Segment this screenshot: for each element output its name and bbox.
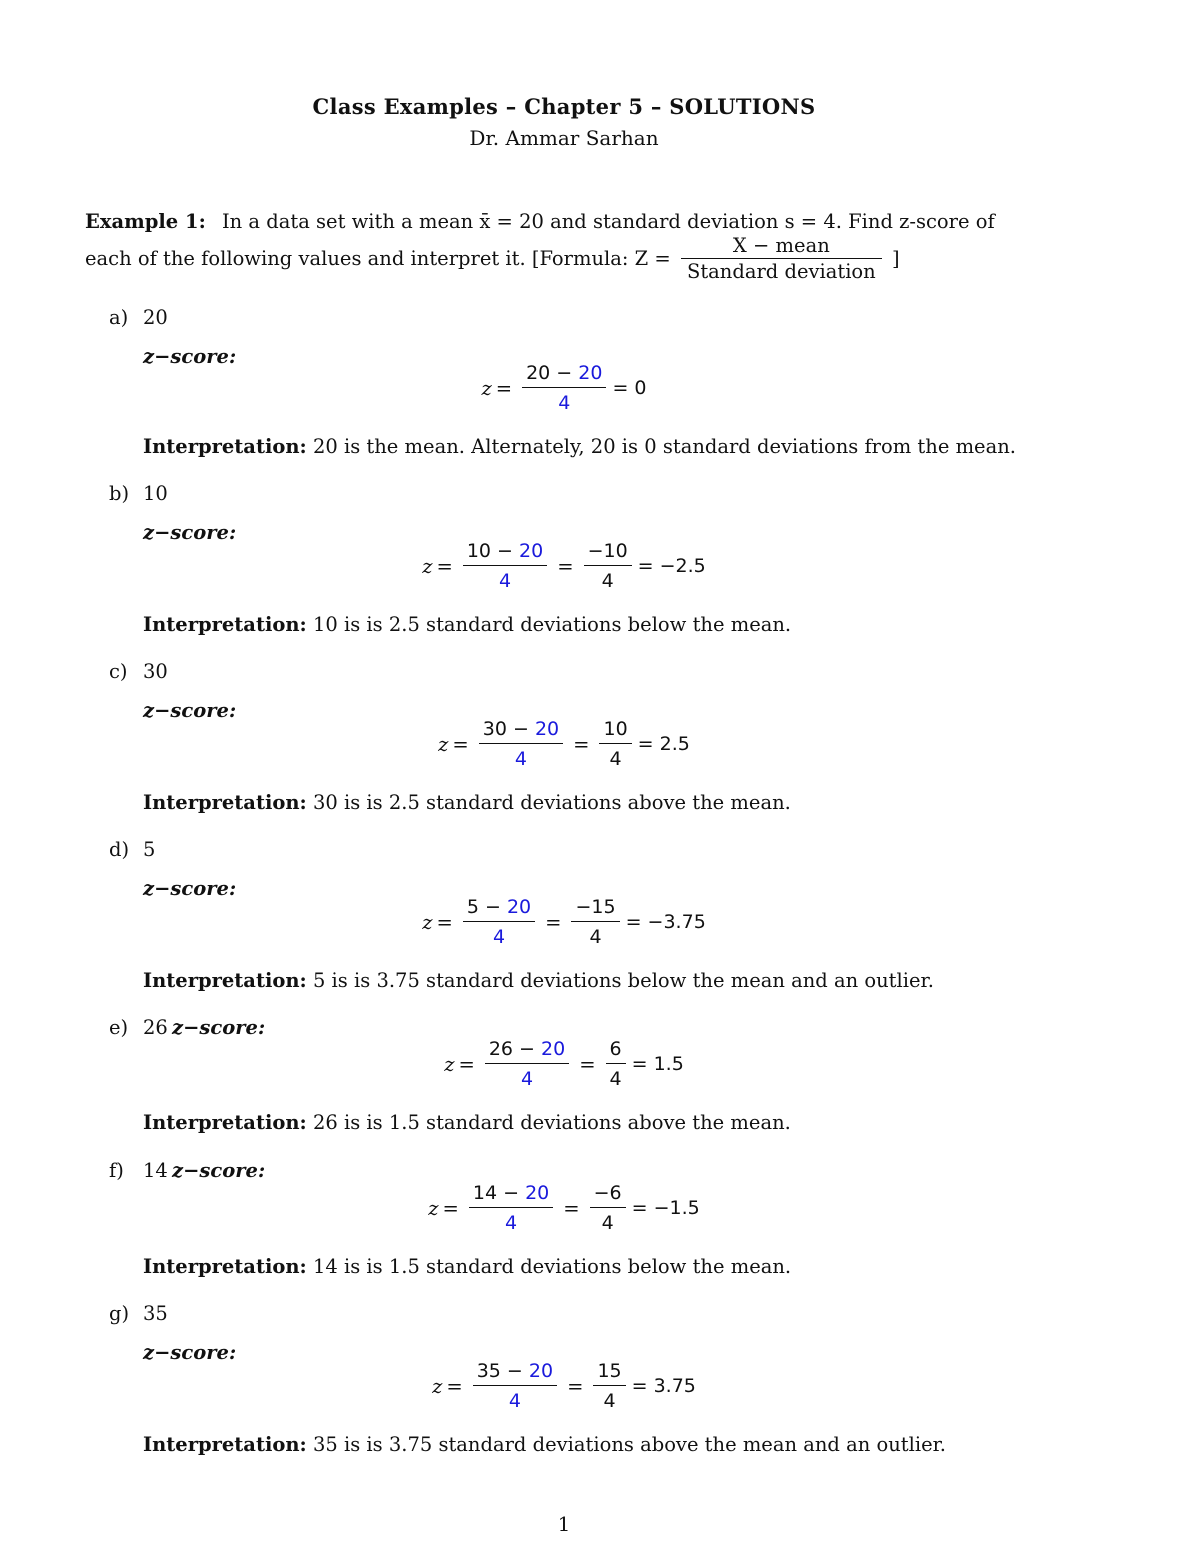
item-label: b) <box>109 482 130 505</box>
page-number: 1 <box>557 1512 571 1536</box>
simplified-denominator: 4 <box>609 1068 622 1090</box>
simplified-fraction <box>590 1182 626 1234</box>
item-label: d) <box>109 838 130 861</box>
numerator-mean: 20 <box>578 362 603 384</box>
fraction-numerator <box>522 362 606 388</box>
zscore-formula <box>681 236 882 281</box>
fraction-numerator <box>463 896 535 922</box>
example-statement-line1 <box>85 212 995 232</box>
zscore-fraction <box>522 362 606 414</box>
zscore-label-text: z−score: <box>143 345 237 368</box>
item-label: c) <box>109 660 128 683</box>
interpretation <box>143 1111 791 1134</box>
fraction-denominator: 4 <box>492 926 506 948</box>
simplified-numerator: −10 <box>584 540 632 566</box>
fraction-denominator: 4 <box>498 570 512 592</box>
numerator-value: 26 − <box>488 1038 535 1060</box>
zscore-result: = −3.75 <box>625 911 706 933</box>
simplified-denominator: 4 <box>601 570 614 592</box>
z-variable: z <box>422 910 433 934</box>
numerator-value: 20 − <box>526 362 573 384</box>
interpretation-text: 10 is is 2.5 standard deviations below the mean. <box>312 613 792 636</box>
zscore-result: = −1.5 <box>631 1197 700 1219</box>
equals-sign: = <box>563 1196 580 1220</box>
equals-sign: = <box>452 732 469 756</box>
numerator-value: 35 − <box>476 1360 523 1382</box>
page-title: Class Examples – Chapter 5 – SOLUTIONS <box>312 94 816 119</box>
zscore-result: = 1.5 <box>631 1053 684 1075</box>
equals-sign: = <box>446 1374 463 1398</box>
numerator-mean: 20 <box>534 718 560 740</box>
zscore-equation <box>0 358 1128 418</box>
simplified-numerator: −15 <box>571 896 619 922</box>
interpretation-label: Interpretation: <box>143 1255 307 1278</box>
z-variable: z <box>422 554 433 578</box>
item-value: 14 <box>143 1159 168 1182</box>
formula-close-bracket: ] <box>891 246 900 270</box>
z-variable: z <box>444 1052 455 1076</box>
zscore-equation <box>0 1356 1128 1416</box>
fraction-denominator: 4 <box>558 392 571 414</box>
interpretation-label: Interpretation: <box>143 791 307 814</box>
zscore-equation <box>0 1178 1128 1238</box>
zscore-label-text: z−score: <box>172 1016 266 1039</box>
simplified-denominator: 4 <box>603 1390 616 1412</box>
interpretation-text: 14 is is 1.5 standard deviations below the mean. <box>312 1255 792 1278</box>
zscore-label-text: z−score: <box>143 521 237 544</box>
zscore-result: = 0 <box>612 377 647 399</box>
equals-sign: = <box>442 1196 459 1220</box>
author-name: Dr. Ammar Sarhan <box>469 126 659 150</box>
zscore-fraction <box>463 540 547 592</box>
zscore-fraction <box>485 1038 569 1090</box>
zscore-result: = 2.5 <box>637 733 690 755</box>
zscore-equation <box>0 536 1128 596</box>
simplified-denominator: 4 <box>601 1212 614 1234</box>
interpretation-label: Interpretation: <box>143 435 307 458</box>
equals-sign: = <box>495 376 513 400</box>
interpretation <box>143 435 1016 458</box>
equals-sign: = <box>567 1374 584 1398</box>
item-value: 30 <box>143 660 168 683</box>
simplified-denominator: 4 <box>609 748 622 770</box>
simplified-fraction <box>606 1038 626 1090</box>
numerator-mean: 20 <box>528 1360 554 1382</box>
formula-numerator: X − mean <box>681 236 882 259</box>
equals-sign: = <box>579 1052 596 1076</box>
simplified-numerator: 15 <box>593 1360 625 1386</box>
simplified-numerator: 6 <box>606 1038 626 1064</box>
item-label: f) <box>109 1159 124 1182</box>
simplified-numerator: −6 <box>590 1182 626 1208</box>
example-text-line1: In a data set with a mean x̄ = 20 and standard deviation s = 4. Find z-score of <box>221 210 995 233</box>
numerator-value: 30 − <box>482 718 529 740</box>
numerator-mean: 20 <box>541 1038 566 1060</box>
equals-sign: = <box>545 910 562 934</box>
z-variable: z <box>438 732 449 756</box>
item-label: e) <box>109 1016 129 1039</box>
fraction-denominator: 4 <box>520 1068 534 1090</box>
zscore-result: = 3.75 <box>631 1375 696 1397</box>
numerator-mean: 20 <box>506 896 532 918</box>
example-text-line2: each of the following values and interpret it. [Formula: Z = <box>85 246 671 270</box>
equals-sign: = <box>557 554 574 578</box>
simplified-numerator: 10 <box>599 718 631 744</box>
interpretation-text: 35 is is 3.75 standard deviations above the mean and an outlier. <box>312 1433 947 1456</box>
equals-sign: = <box>458 1052 475 1076</box>
item-value: 10 <box>143 482 168 505</box>
z-variable: z <box>481 376 492 400</box>
item-label: g) <box>109 1302 130 1325</box>
interpretation-text: 26 is is 1.5 standard deviations above the mean. <box>312 1111 791 1134</box>
zscore-fraction <box>479 718 563 770</box>
interpretation <box>143 613 791 636</box>
equals-sign: = <box>436 910 453 934</box>
fraction-denominator: 4 <box>508 1390 521 1412</box>
interpretation-text: 5 is is 3.75 standard deviations below the mean and an outlier. <box>312 969 934 992</box>
item-label: a) <box>109 306 129 329</box>
fraction-denominator: 4 <box>514 748 527 770</box>
fraction-numerator <box>463 540 547 566</box>
interpretation <box>143 1433 946 1456</box>
z-variable: z <box>428 1196 439 1220</box>
numerator-value: 14 − <box>472 1182 520 1204</box>
formula-denominator: Standard deviation <box>686 259 876 283</box>
interpretation-label: Interpretation: <box>143 1433 307 1456</box>
item-value: 26 <box>143 1016 168 1039</box>
numerator-mean: 20 <box>519 540 544 562</box>
example-statement-line2 <box>85 236 900 281</box>
simplified-fraction <box>584 540 632 592</box>
zscore-label-text: z−score: <box>143 699 237 722</box>
zscore-label-text: z−score: <box>143 877 237 900</box>
interpretation-text: 30 is is 2.5 standard deviations above the mean. <box>312 791 791 814</box>
simplified-fraction <box>593 1360 625 1412</box>
equals-sign: = <box>573 732 590 756</box>
interpretation-label: Interpretation: <box>143 969 307 992</box>
equals-sign: = <box>436 554 453 578</box>
simplified-denominator: 4 <box>589 926 602 948</box>
zscore-result: = −2.5 <box>637 555 706 577</box>
zscore-fraction <box>469 1182 553 1234</box>
interpretation <box>143 791 791 814</box>
numerator-mean: 20 <box>525 1182 550 1204</box>
zscore-label-text: z−score: <box>143 1341 237 1364</box>
fraction-numerator <box>485 1038 569 1064</box>
fraction-numerator <box>473 1360 557 1386</box>
item-value: 5 <box>143 838 156 861</box>
interpretation-text: 20 is the mean. Alternately, 20 is 0 standard deviations from the mean. <box>312 435 1016 458</box>
interpretation-label: Interpretation: <box>143 613 307 636</box>
zscore-label-text: z−score: <box>172 1159 266 1182</box>
zscore-fraction <box>463 896 535 948</box>
item-value: 35 <box>143 1302 168 1325</box>
example-label: Example 1: <box>85 210 206 233</box>
simplified-fraction <box>571 896 619 948</box>
zscore-equation <box>0 1034 1128 1094</box>
numerator-value: 10 − <box>466 540 513 562</box>
numerator-value: 5 − <box>466 896 501 918</box>
zscore-fraction <box>473 1360 557 1412</box>
fraction-numerator <box>479 718 563 744</box>
interpretation-label: Interpretation: <box>143 1111 307 1134</box>
simplified-fraction <box>599 718 631 770</box>
fraction-numerator <box>469 1182 553 1208</box>
z-variable: z <box>432 1374 443 1398</box>
interpretation <box>143 1255 791 1278</box>
zscore-equation <box>0 892 1128 952</box>
interpretation <box>143 969 934 992</box>
item-value: 20 <box>143 306 168 329</box>
fraction-denominator: 4 <box>505 1212 518 1234</box>
zscore-equation <box>0 714 1128 774</box>
